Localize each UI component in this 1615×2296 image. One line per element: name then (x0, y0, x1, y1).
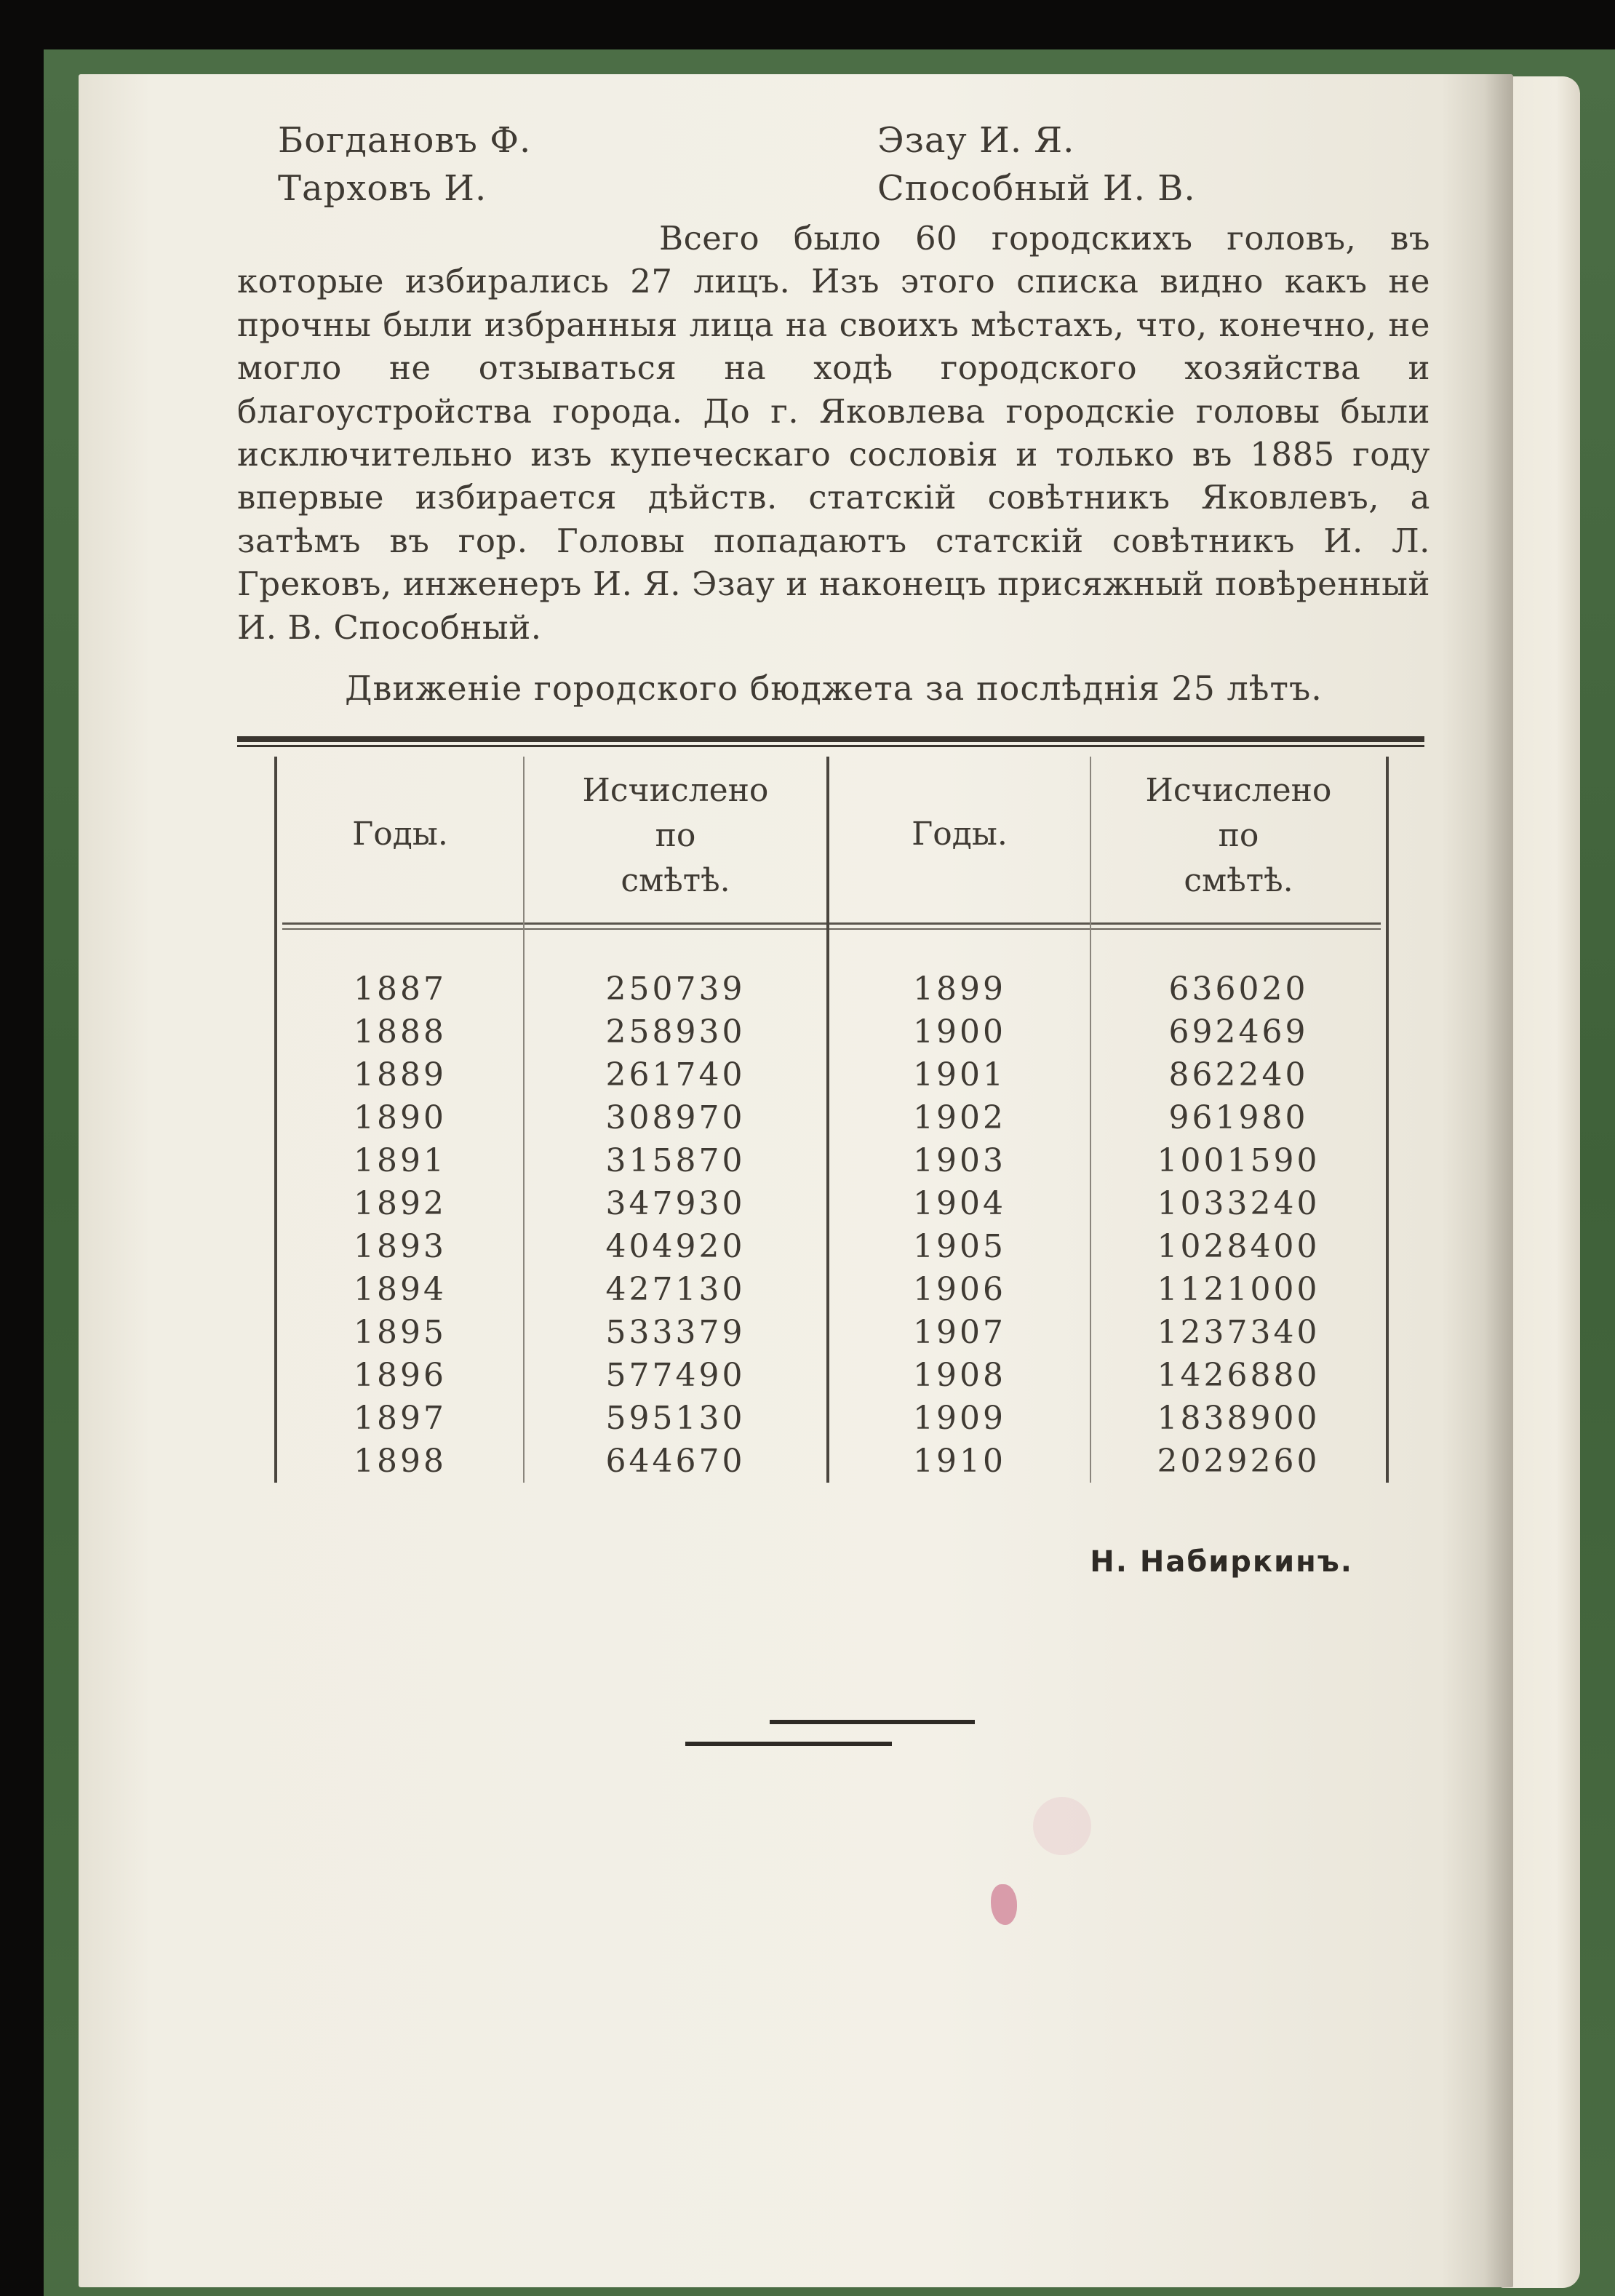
closing-rule (685, 1742, 892, 1746)
table-cell: 1888 (354, 1013, 447, 1051)
header-rule (282, 922, 1381, 925)
table-cell: 1237340 (1157, 1314, 1320, 1351)
table-cell: 1896 (354, 1357, 447, 1394)
table-cell: 644670 (605, 1443, 746, 1480)
table-cell: 1887 (354, 970, 447, 1008)
table-cell: 1033240 (1157, 1185, 1320, 1222)
table-cell: 1910 (913, 1443, 1006, 1480)
closing-rule (770, 1720, 975, 1724)
table-cell: 258930 (605, 1013, 746, 1051)
table-cell: 1903 (913, 1142, 1006, 1179)
table-top-rule (237, 736, 1424, 742)
table-cell: 404920 (605, 1228, 746, 1265)
table-cell: 315870 (605, 1142, 746, 1179)
header-years-left: Годы. (352, 816, 448, 853)
table-cell: 2029260 (1157, 1443, 1320, 1480)
table-cell: 862240 (1168, 1056, 1309, 1093)
table-cell: 1904 (913, 1185, 1006, 1222)
column-sums-left (525, 968, 826, 1483)
table-cell: 1894 (354, 1271, 447, 1308)
table-cell: 1899 (913, 970, 1006, 1008)
table-cell: 692469 (1168, 1013, 1309, 1051)
table-cell: 1909 (913, 1400, 1006, 1437)
table-cell: 1906 (913, 1271, 1006, 1308)
table-cell: 1838900 (1157, 1400, 1320, 1437)
table-cell: 1905 (913, 1228, 1006, 1265)
table-cell: 347930 (605, 1185, 746, 1222)
column-years-left (277, 968, 523, 1483)
table-cell: 595130 (605, 1400, 746, 1437)
faint-stamp-mark (1033, 1797, 1091, 1855)
header-estimate-right: Исчислено по смѣтѣ. (1145, 772, 1332, 899)
table-cell: 1121000 (1157, 1271, 1320, 1308)
header-years-right: Годы. (912, 816, 1008, 853)
table-cell: 308970 (605, 1099, 746, 1136)
name-entry: Способный И. В. (877, 168, 1196, 209)
table-cell: 533379 (605, 1314, 746, 1351)
table-cell: 961980 (1168, 1099, 1309, 1136)
page-shadow (1484, 74, 1513, 2287)
name-entry: Эзау И. Я. (877, 120, 1075, 161)
table-cell: 1001590 (1157, 1142, 1320, 1179)
table-cell: 250739 (605, 970, 746, 1008)
table-caption: Движеніе городского бюджета за послѣднія 25 лѣтъ. (345, 669, 1323, 708)
table-cell: 1426880 (1157, 1357, 1320, 1394)
table-cell: 1891 (354, 1142, 447, 1179)
table-cell: 1889 (354, 1056, 447, 1093)
table-cell: 1902 (913, 1099, 1006, 1136)
name-entry: Богдановъ Ф. (278, 120, 532, 161)
column-sums-right (1091, 968, 1386, 1483)
column-years-right (829, 968, 1090, 1483)
header-estimate-left: Исчислено по смѣтѣ. (582, 772, 769, 899)
red-ink-mark (991, 1884, 1017, 1925)
names-column-left (278, 116, 531, 212)
table-cell: 1907 (913, 1314, 1006, 1351)
table-cell: 1901 (913, 1056, 1006, 1093)
header-rule-thin (282, 928, 1381, 930)
table-cell: 577490 (605, 1357, 746, 1394)
table-cell: 1900 (913, 1013, 1006, 1051)
author-signature: Н. Набиркинъ. (1090, 1545, 1353, 1579)
table-cell: 1892 (354, 1185, 447, 1222)
table-cell: 636020 (1168, 970, 1309, 1008)
table-cell: 1898 (354, 1443, 447, 1480)
name-entry: Тарховъ И. (278, 168, 487, 209)
table-cell: 1890 (354, 1099, 447, 1136)
table-cell: 261740 (605, 1056, 746, 1093)
table-cell: 1908 (913, 1357, 1006, 1394)
body-paragraph: Всего было 60 городскихъ головъ, въ которые избирались 27 лицъ. Изъ этого списка видно какъ не прочны были избранныя лица на своихъ мѣстахъ, что, конечно, не могло не отзываться на ходѣ городского хозяйства и благоустройства города. До г. Яковлева городскіе головы были исключительно изъ купеческаго сословія и только въ 1885 году впервые избирается дѣйств. статскій совѣтникъ Яковлевъ, а затѣмъ въ гор. Головы попадаютъ статскій совѣтникъ И. Л. Грековъ, инженеръ И. Я. Эзау и наконецъ присяжный повѣренный И. В. Способный. (237, 219, 1430, 647)
table-cell: 1895 (354, 1314, 447, 1351)
table-right-border (1386, 757, 1389, 1483)
table-cell: 1897 (354, 1400, 447, 1437)
table-top-rule-thin (237, 745, 1424, 747)
table-cell: 427130 (605, 1271, 746, 1308)
table-cell: 1893 (354, 1228, 447, 1265)
table-cell: 1028400 (1157, 1228, 1320, 1265)
names-column-right (877, 116, 1196, 212)
